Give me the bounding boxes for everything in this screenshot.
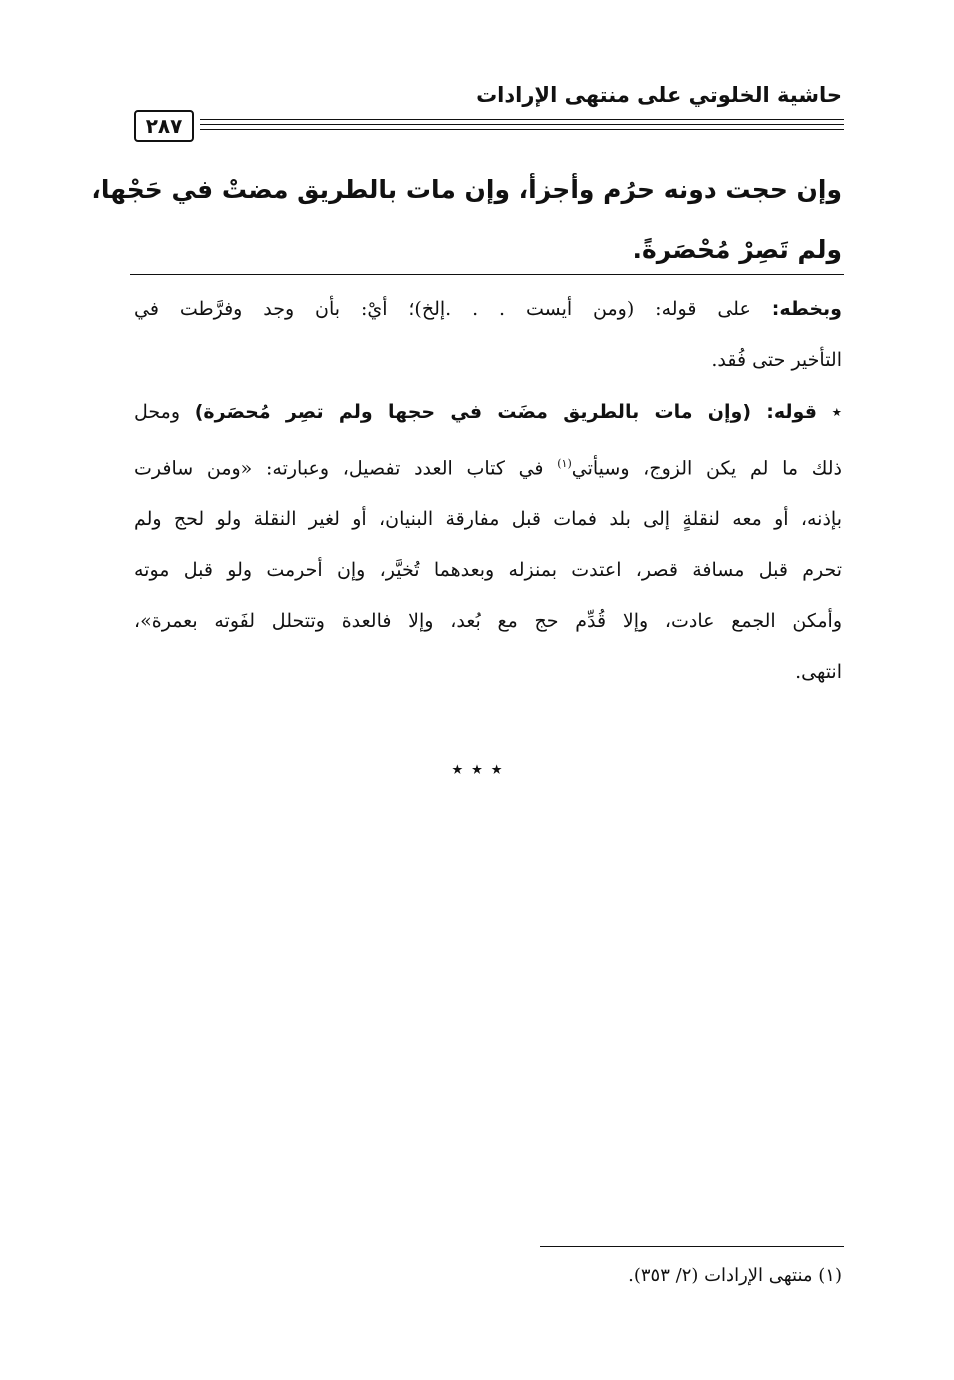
commentary-line bbox=[134, 387, 842, 438]
section-end-stars: ٭ ٭ ٭ bbox=[451, 757, 503, 782]
commentary-text: على قوله: (ومن أيست . . .إلخ)؛ أيْ: بأن وجد وفرَّطت في bbox=[134, 298, 751, 320]
footnote-text: (١) منتهى الإرادات (٢/ ٣٥٣). bbox=[628, 1265, 842, 1286]
main-text-line-1: وإن حجت دونه حرُم وأجزأ، وإن مات بالطريق مضتْ في حَجْها، bbox=[91, 175, 842, 204]
footnote-rule bbox=[540, 1246, 844, 1247]
commentary-paragraph-1 bbox=[134, 284, 842, 386]
commentary-line: التأخير حتى فُقد. bbox=[711, 349, 842, 371]
main-text-line-2: ولم تَصِرْ مُحْصَرةً. bbox=[632, 235, 842, 264]
commentary-line bbox=[134, 284, 842, 335]
commentary-line: تحرم قبل مسافة قصر، اعتدت بمنزله وبعدهما تُخيَّر، وإن أحرمت ولو قبل موته bbox=[134, 559, 842, 582]
commentary-line: بإذنه، أو معه لنقلةٍ إلى بلد فمات قبل مفارقة البنيان، أو لغير النقلة ولو لحج ولم bbox=[134, 508, 842, 531]
commentary-text: في كتاب العدد تفصيل، وعبارته: «ومن سافرت bbox=[134, 457, 544, 480]
asterisk-bullet-icon: ٭ bbox=[831, 401, 842, 423]
header-rule-middle bbox=[200, 124, 844, 125]
commentary-paragraph-2 bbox=[134, 387, 842, 698]
commentary-text: ذلك ما لم يكن الزوج، وسيأتي bbox=[571, 457, 842, 480]
page-number: ٢٨٧ bbox=[134, 110, 194, 142]
footnote-reference[interactable]: (١) bbox=[557, 457, 572, 470]
commentary-line: وأمكن الجمع عادت، وإلا قُدِّم حج مع بُعد، وإلا فالعدة وتتحلل لفَوته بعمرة»، bbox=[134, 610, 842, 633]
main-text-block bbox=[91, 160, 842, 280]
commentary-line: انتهى. bbox=[795, 661, 842, 684]
commentary-lead: قوله: (وإن مات بالطريق مضَت في حجها ولم تصِر مُحصَرة) bbox=[194, 401, 817, 423]
header-rule-bottom bbox=[200, 129, 844, 130]
commentary-text: ومحل bbox=[134, 401, 181, 423]
running-head-title: حاشية الخلوتي على منتهى الإرادات bbox=[476, 83, 842, 107]
commentary-line bbox=[134, 438, 842, 494]
commentary-lead: وبخطه: bbox=[771, 298, 842, 320]
text-commentary-separator bbox=[130, 274, 844, 275]
header-rule-top bbox=[200, 119, 844, 120]
